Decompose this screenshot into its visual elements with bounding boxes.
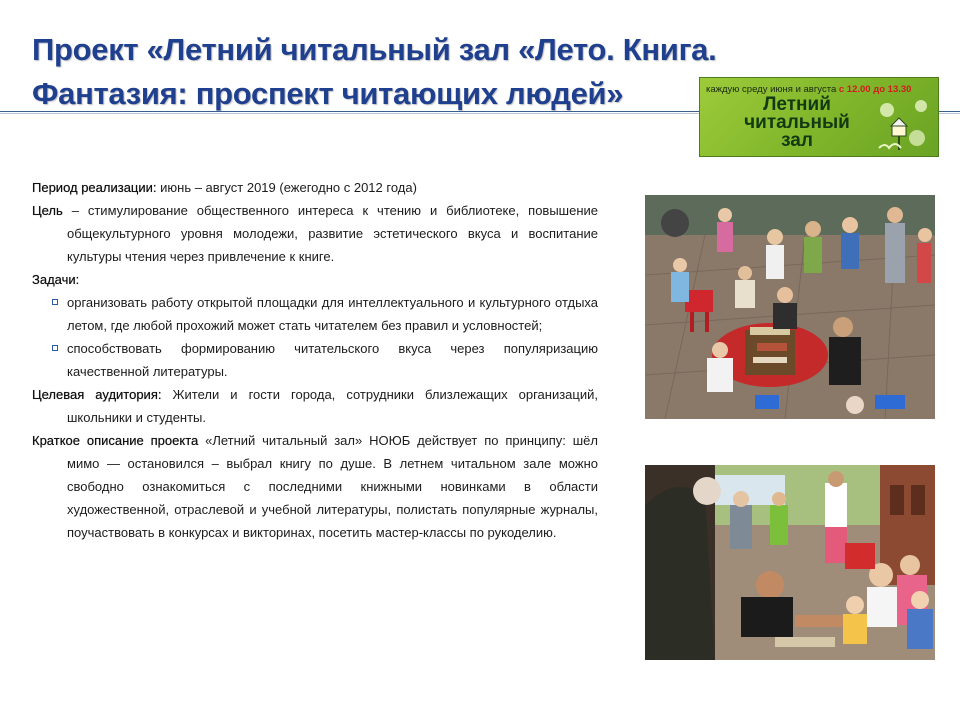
photo-reading-tables-image (645, 195, 935, 419)
goal-paragraph (32, 199, 598, 268)
description-text: «Летний читальный зал» НОЮБ действует по принципу: шёл мимо — остановился – выбрал книгу по душе. В летнем читальном зале можно свободно ознакомиться с последними книжными новинками в области художественной, отраслевой и учебной литературы, полистать популярные журналы, поучаствовать в конкурсах и викторинах, посетить мастер-классы по рукоделию. (67, 433, 598, 540)
tasks-heading (32, 268, 598, 291)
banner-name: Летний читальный зал (744, 94, 850, 151)
task-item-text: способствовать формированию читательского вкуса через популяризацию качественной литературы. (67, 341, 598, 379)
square-bullet-icon (52, 299, 58, 305)
photo-reading-tables (645, 195, 935, 419)
audience-paragraph (32, 383, 598, 429)
description-paragraph (32, 429, 598, 544)
title-line-2: Фантазия: проспект читающих людей» (32, 76, 624, 111)
task-item (32, 291, 598, 337)
banner-schedule-time: с 12.00 до 13.30 (838, 84, 912, 95)
period-paragraph (32, 176, 598, 199)
project-description (32, 176, 598, 544)
page-title (32, 28, 792, 116)
street-lamp-icon (877, 96, 931, 152)
title-line-1: Проект «Летний читальный зал «Лето. Книга. (32, 32, 717, 67)
tasks-label: Задачи: (32, 272, 80, 287)
photo-street-reading-image (645, 465, 935, 660)
goal-label: Цель (32, 203, 63, 218)
audience-label: Целевая аудитория: (32, 387, 162, 402)
audience-text: Жители и гости города, сотрудники близлежащих организаций, школьники и студенты. (67, 387, 598, 425)
task-item-text: организовать работу открытой площадки для интеллектуального и культурного отдыха летом, где любой прохожий может стать читателем без правил и условностей; (67, 295, 598, 333)
period-label: Период реализации: (32, 180, 157, 195)
photo-street-reading (645, 465, 935, 660)
task-item (32, 337, 598, 383)
description-label: Краткое описание проекта (32, 433, 199, 448)
period-text: июнь – август 2019 (ежегодно с 2012 года) (156, 180, 417, 195)
square-bullet-icon (52, 345, 58, 351)
goal-text: – стимулирование общественного интереса к чтению и библиотеке, повышение общекультурного уровня молодежи, развитие эстетического вкуса и воспитание культуры чтения через привлечение к книге. (62, 203, 598, 264)
reading-room-banner (699, 77, 939, 157)
banner-schedule-prefix: каждую среду июня и августа (706, 84, 839, 95)
